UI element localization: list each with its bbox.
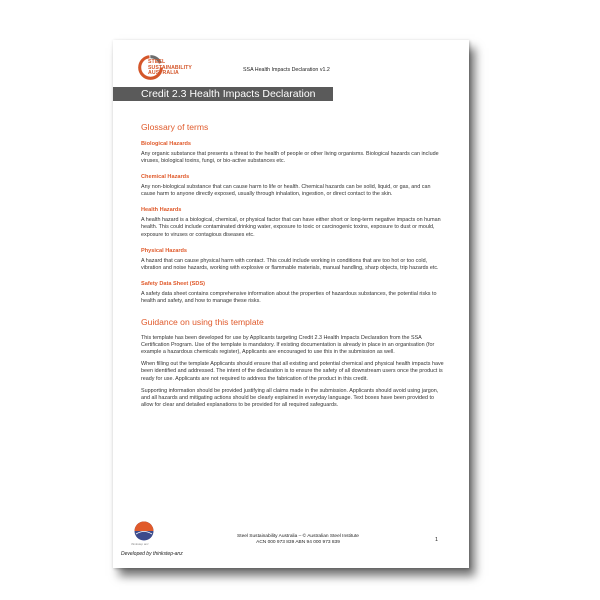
term-definition: A hazard that can cause physical harm with contact. This could include working in conditions that are too hot or too cold, vibration and noise hazards, working with explosive or flammable materials, manual handling, sharp objects, trip hazards etc. bbox=[141, 257, 439, 271]
ssa-logo bbox=[137, 54, 195, 84]
page-title: Credit 2.3 Health Impacts Declaration bbox=[113, 87, 333, 101]
term-definition: Any non-biological substance that can cause harm to life or health. Chemical hazards can be solid, liquid, or gas, and can cause harm to anyone directly exposed, usually through inhalation, ingestion, or direct contact to the skin. bbox=[141, 184, 431, 198]
term-title: Health Hazards bbox=[141, 207, 182, 214]
guidance-paragraph: This template has been developed for use by Applicants targeting Credit 2.3 Health Impacts Declaration from the SSA Certification Program. Use of the template is mandatory. If existing documentation is already in place in an organisation (for example a hazardous chemicals register), Applicants are encouraged to use this in the submission as well. bbox=[141, 335, 435, 356]
footer-line-1: Steel Sustainability Australia – © Australian Steel Institute bbox=[237, 534, 359, 539]
glossary-term-chemical bbox=[141, 174, 446, 198]
guidance-paragraph: Supporting information should be provided justifying all claims made in the submission. Applicants should avoid using jargon, and all hazards and mitigating actions should be clearly explained in everyday language. Text boxes have been provided to allow for clear and detailed explanations to be provided for all required safeguards. bbox=[141, 387, 439, 408]
page-number: 1 bbox=[435, 537, 439, 543]
thinkstep-logo-icon bbox=[133, 520, 155, 542]
term-title: Chemical Hazards bbox=[141, 174, 190, 181]
footer-text bbox=[223, 534, 373, 546]
glossary-heading: Glossary of terms bbox=[141, 122, 209, 132]
glossary-term-biological bbox=[141, 141, 446, 165]
logo-line: AUSTRALIA bbox=[148, 70, 179, 77]
developed-by: Developed by thinkstep-anz bbox=[121, 551, 183, 557]
document-label: SSA Health Impacts Declaration v1.2 bbox=[243, 67, 330, 73]
guidance-paragraph: When filling out the template Applicants should ensure that all existing and potential chemical and physical health impacts have been identified and addressed. The intent of the declaration is to ensure the safety of all downstream users once the product is ready for use. Applicants are not required to address the fabrication of the product in this credit. bbox=[141, 361, 444, 382]
term-title: Safety Data Sheet (SDS) bbox=[141, 280, 206, 287]
glossary-term-physical bbox=[141, 248, 446, 272]
glossary-term-health bbox=[141, 207, 446, 238]
guidance-heading: Guidance on using this template bbox=[141, 317, 264, 328]
term-definition: A health hazard is a biological, chemical, or physical factor that can have either short or long-term negative impacts on human health. This could include contaminated drinking water, exposure to toxic or carcinogenic toxins, exposure to dust or mould, exposure to viruses or contagious diseases etc. bbox=[141, 217, 441, 238]
term-title: Physical Hazards bbox=[141, 247, 188, 254]
ssa-logo-text bbox=[148, 60, 192, 77]
logo-line: SUSTAINABILITY bbox=[148, 64, 192, 71]
term-title: Biological Hazards bbox=[141, 141, 192, 147]
document-content bbox=[141, 110, 446, 414]
thinkstep-logo-label: thinkstep anz bbox=[131, 542, 149, 546]
document-page bbox=[113, 40, 469, 568]
logo-line: STEEL bbox=[148, 59, 166, 65]
term-definition: Any organic substance that presents a threat to the health of people or other living organisms. Biological hazards can include viruses, biological toxins, fungi, or bio-active substances etc. bbox=[141, 151, 439, 165]
term-definition: A safety data sheet contains comprehensive information about the properties of hazardous substances, the potential risks to health and safety, and how to manage these risks. bbox=[141, 290, 437, 304]
glossary-term-sds bbox=[141, 281, 446, 305]
footer-line-2: ACN 000 973 839 ABN 94 000 973 839 bbox=[256, 540, 340, 546]
